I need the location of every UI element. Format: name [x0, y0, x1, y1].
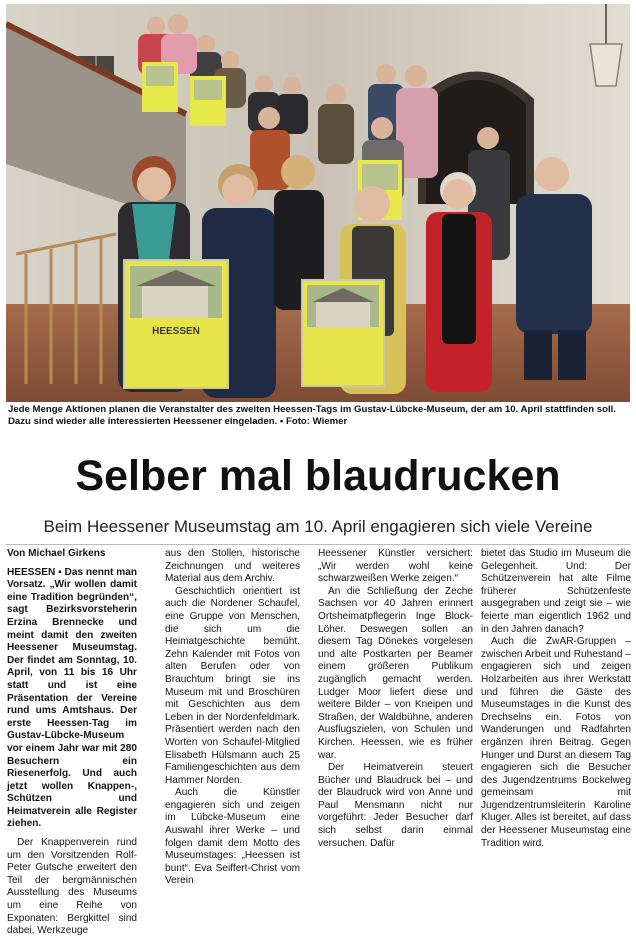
body-paragraph: Auch die Künstler engagieren sich und zeigen im Lübcke-Museum eine Auswahl ihrer Werke – und folgen damit dem Motto des Museumstages: „Heessen ist bunt“. Eva Seiffert-Christ vom Verein	[165, 787, 300, 887]
group-photo-illustration	[6, 4, 630, 402]
body-paragraph: aus den Stollen, historische Zeichnungen und weiteres Material aus dem Archiv.	[165, 548, 300, 585]
body-paragraph: Der Knappenverein rund um den Vorsitzenden Rolf-Peter Gutsche erweitert den Teil der bergmännischen Ausstellung des Museums um eine Reihe von Exponaten: Bergkittel sind dabei, Werkzeuge	[7, 837, 137, 937]
body-paragraph: Heessener Künstler versichert: „Wir werden wohl keine schwarzweißen Werke zeigen.“	[318, 548, 473, 585]
subheadline: Beim Heessener Museumstag am 10. April engagieren sich viele Vereine	[43, 517, 593, 536]
body-paragraph: Geschichtlich orientiert ist auch die Nordener Schaufel, eine Gruppe von Menschen, die sich um die Heimatgeschichte bemüht. Zehn Kalender mit Fotos von alten Berufen oder von Brauchtum bringt sie ins Museum mit und Broschüren mit Geschichten aus dem Leben in der Nordenfeldmark. Präsentiert werden nach den Worten von Schaufel-Mitglied Elisabeth Hülsmann auch 25 Familiengeschichten aus dem Hammer Norden.	[165, 585, 300, 786]
body-paragraph: bietet das Studio im Museum die Gelegenheit. Und: Der Schützenverein hat alte Filme früherer Schützenfeste ausgegraben und zeigt sie – wie feierte man eigentlich 1962 und in den Jahren danach?	[481, 548, 631, 635]
lead-paragraph: HEESSEN ▪ Das nennt man Vorsatz. „Wir wollen damit eine Tradition begründen“, sagt Bezirksvorsteherin Erzina Brennecke und meint damit den zweiten Heessener Museumstag. Der findet am Sonntag, 10. April, von 11 bis 16 Uhr statt und ist eine Präsentation der Vereine rund ums Amtshaus. Der erste Heessen-Tag im Gustav-Lübcke-Museum vor einem Jahr war mit 280 Besuchern ein Riesenerfolg. Und auch jetzt wollen Knappen-, Schützen und Heimatverein alle Register ziehen.	[7, 566, 137, 830]
article-column-1	[7, 548, 137, 938]
group-photo	[6, 4, 630, 402]
poster-title: HEESSEN	[152, 326, 200, 337]
article-column-3	[318, 548, 473, 850]
body-paragraph: Auch die ZwAR-Gruppen – zwischen Arbeit und Ruhestand – engagieren sich und zeigen Holzarbeiten aus ihrer Werkstatt und führen die Gäste des Museumstages in die Kunst des Drechselns ein. Fotos von Wanderungen und Radfahrten ergänzen ihren Beitrag. Gegen Hunger und Durst an diesem Tag engagieren sich die Besucher des Jugendzentrums Bockelweg gemeinsam mit Jugendzentrumsleiterin Karoline Kluger. Alles ist bereitet, auf dass der Heessener Museumstag eine Tradition wird.	[481, 636, 631, 849]
divider	[6, 544, 630, 545]
body-paragraph: An die Schließung der Zeche Sachsen vor 40 Jahren erinnert Ortsheimatpflegerin Inge Block-Löher. Deswegen sollen an diesem Tag Dönekes vorgelesen und alte Postkarten per Beamer einem größeren Publikum zugänglich gemacht werden. Ludger Moor liefert diese und weitere Bilder – von Kneipen und Straßen, der Waldbühne, anderen Ausflugszielen, von Schulen und Kirchen. Heessen, wie es früher war.	[318, 585, 473, 761]
article-column-2	[165, 548, 300, 888]
headline: Selber mal blaudrucken	[75, 452, 561, 500]
article-column-4	[481, 548, 631, 850]
photo-caption: Jede Menge Aktionen planen die Veranstalter des zweiten Heessen-Tags im Gustav-Lübcke-Museum, der am 10. April stattfinden soll. Dazu sind wieder alle interessierten Heessener eingeladen. ▪ Foto: Wiemer	[8, 404, 616, 427]
byline: Von Michael Girkens	[7, 548, 106, 559]
body-paragraph: Der Heimatverein steuert Bücher und Blaudruck bei – und der Blaudruck wird von Anne und Paul Mensmann nicht nur vorgeführt: Jeder Besucher darf sich selbst darin einmal versuchen. Dafür	[318, 762, 473, 849]
